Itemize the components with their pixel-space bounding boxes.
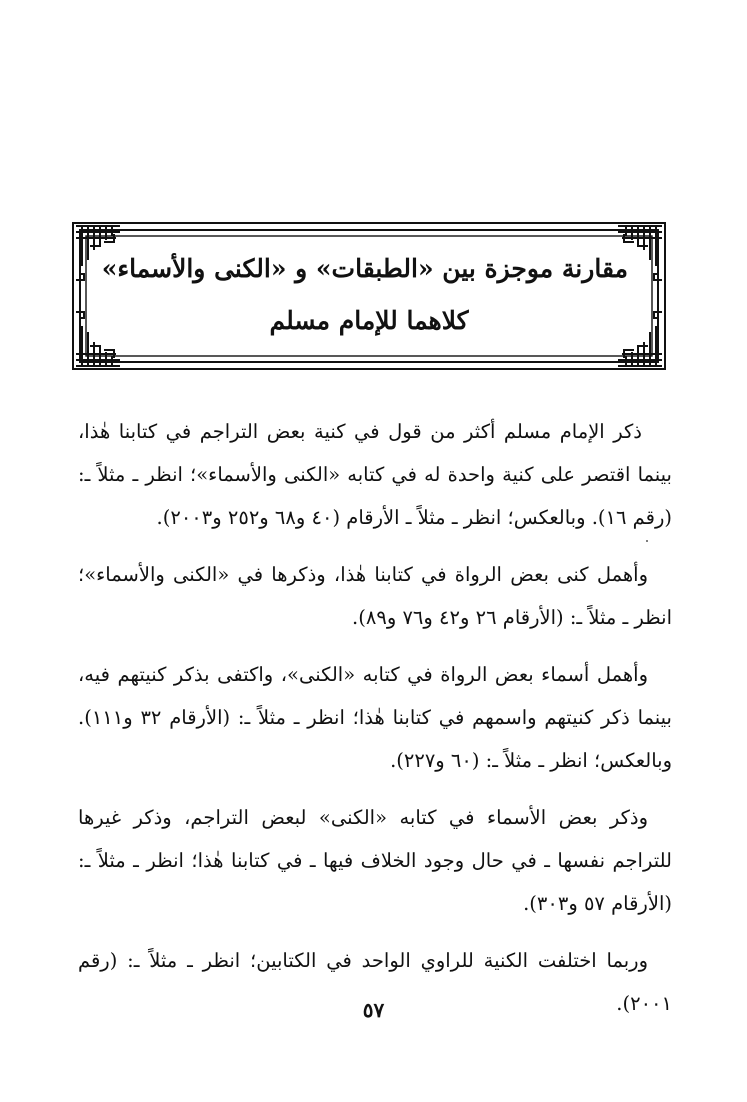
paragraph-2: وأهمل كنى بعض الرواة في كتابنا هٰذا، وذكرها في «الكنى والأسماء»؛ انظر ـ مثلاً ـ: (الأرقام ٢٦ و٤٢ و٧٦ و٨٩). xyxy=(78,563,672,629)
paragraph-5: وربما اختلفت الكنية للراوي الواحد في الكتابين؛ انظر ـ مثلاً ـ: (رقم ٢٠٠١). xyxy=(78,949,672,1015)
paragraph-3: وأهمل أسماء بعض الرواة في كتابه «الكنى»، واكتفى بذكر كنيتهم فيه، بينما ذكر كنيتهم واسمهم في كتابنا هٰذا؛ انظر ـ مثلاً ـ: (الأرقام ٣٢ و١١١). وبالعكس؛ انظر ـ مثلاً ـ: (٦٠ و٢٢٧). xyxy=(78,663,672,772)
title-line-2: كلاهما للإمام مسلم xyxy=(269,306,469,335)
ornamental-border xyxy=(70,220,668,372)
page-number: ٥٧ xyxy=(362,998,385,1022)
title-frame xyxy=(70,220,668,372)
title-line-1: مقارنة موجزة بين «الطبقات» و «الكنى والأسماء» xyxy=(101,254,628,283)
paragraph-1: ذكر الإمام مسلم أكثر من قول في كنية بعض التراجم في كتابنا هٰذا، بينما اقتصر على كنية واحدة له في كتابه «الكنى والأسماء»؛ انظر ـ مثلاً ـ: (رقم ١٦). وبالعكس؛ انظر ـ مثلاً ـ الأرقام (٤٠ و٦٨ و٢٥٢ و٢٠٠٣). xyxy=(78,420,672,529)
body-text xyxy=(78,410,672,1039)
paragraph-4: وذكر بعض الأسماء في كتابه «الكنى» لبعض التراجم، وذكر غيرها للتراجم نفسها ـ في حال وجود الخلاف فيها ـ في كتابنا هٰذا؛ انظر ـ مثلاً ـ: (الأرقام ٥٧ و٣٠٣). xyxy=(78,806,672,915)
ink-speck xyxy=(646,540,648,542)
